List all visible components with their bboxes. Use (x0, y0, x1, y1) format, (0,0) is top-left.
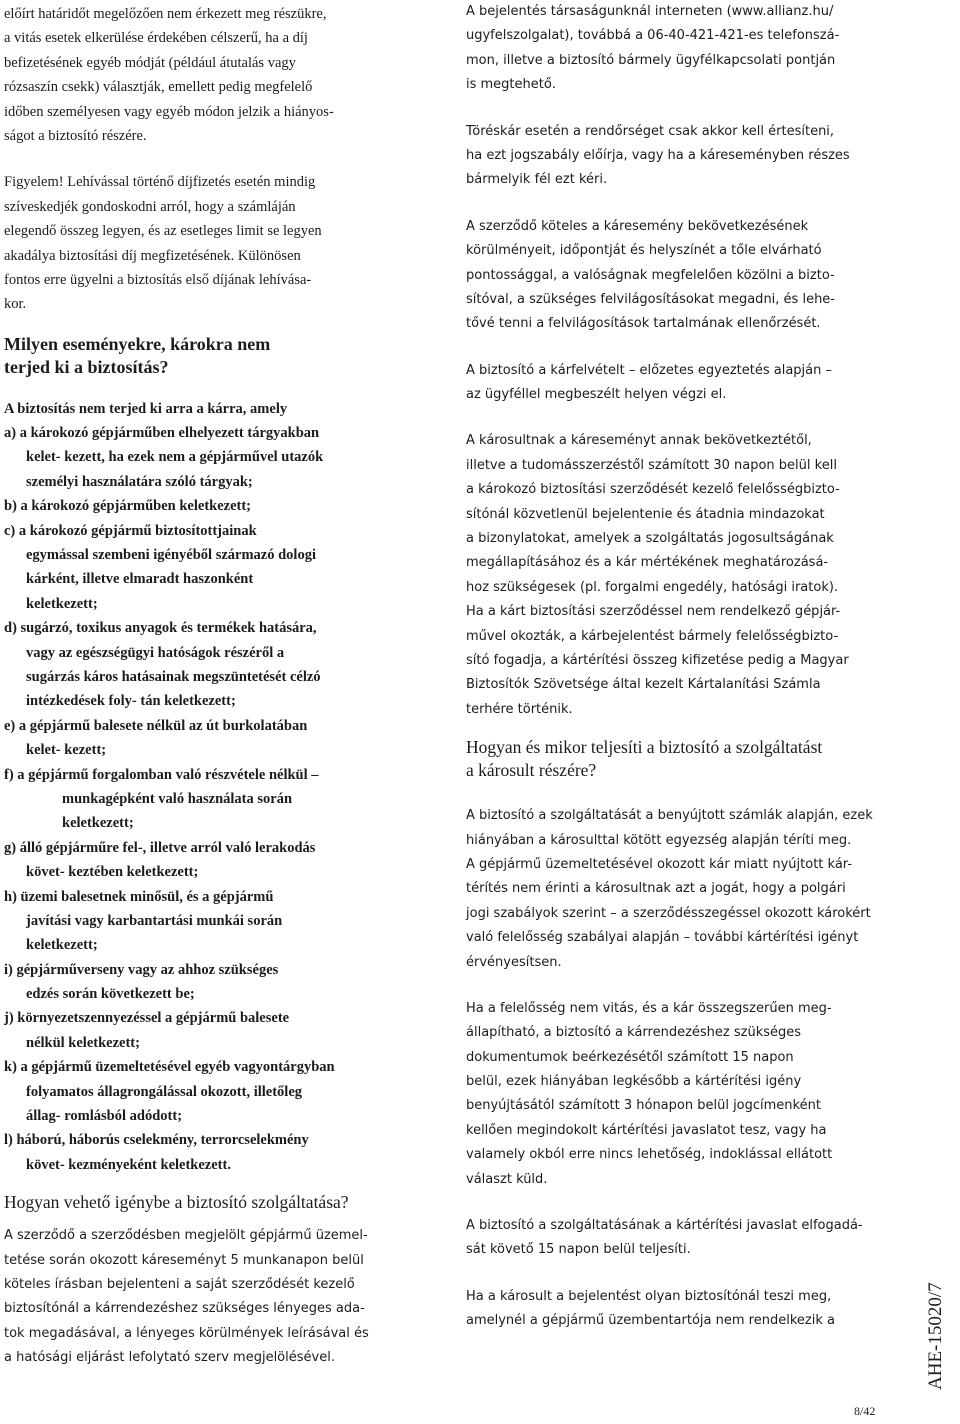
text-line: biztosítónál a kárrendezéshez szükséges lényeges ada- (4, 1301, 365, 1317)
text-line: A biztosítás nem terjed ki arra a kárra, amely (4, 400, 288, 417)
text-line: A biztosító a szolgáltatásának a kártérítési javaslat elfogadá- (466, 1218, 863, 1234)
text-line: javítási vagy karbantartási munkái során (26, 912, 283, 929)
text-line: személyi használatára szóló tárgyak; (26, 473, 253, 490)
text-line: előírt határidőt megelőzően nem érkezett meg részükre, (4, 6, 327, 22)
text-line: valamely okból erre nincs lehetőség, indoklással ellátott (466, 1147, 833, 1163)
text-line: körülményeit, időpontját és helyszínét a tőle elvárható (466, 243, 822, 259)
text-line: a bizonylatokat, amelyek a szolgáltatás jogosultságának (466, 531, 834, 547)
text-line: l) háború, háborús cselekmény, terrorcselekmény (4, 1132, 309, 1149)
text-line: keletkezett; (26, 595, 98, 612)
text-line: A szerződő a szerződésben megjelölt gépjármű üzemel- (4, 1228, 368, 1244)
text-line: munkagépként való használata során (62, 790, 293, 807)
text-line: tetése során okozott káreseményt 5 munkanapon belül (4, 1252, 364, 1268)
text-line: a vitás esetek elkerülése érdekében célszerű, ha a díj (4, 30, 308, 47)
text-line: b) a károkozó gépjárműben keletkezett; (4, 498, 252, 515)
text-line: Biztosítók Szövetsége által kezelt Kártalanítási Számla (466, 677, 821, 693)
settlement-deadline-paragraph (466, 997, 890, 1192)
text-line: intézkedések foly- tán keletkezett; (26, 693, 236, 710)
text-line: pontossággal, a valóságnak megfelelően közölni a bizto- (466, 267, 835, 283)
online-report-paragraph (466, 0, 890, 98)
contractor-obligation-paragraph (466, 215, 890, 337)
text-line: a károsult részére? (466, 760, 597, 781)
text-line: kellően megindokolt kártérítési javaslatot tesz, vagy ha (466, 1122, 827, 1138)
text-line: térítés nem érinti a károsultnak azt a jogát, hogy a polgári (466, 881, 846, 897)
text-line: elegendő összeg legyen, és az esetleges limit se legyen (4, 223, 322, 240)
text-line: sítóval, a szükséges felvilágosításokat megadni, és lehe- (466, 291, 835, 307)
text-line: Figyelem! Lehívással történő díjfizetés esetén mindig (4, 174, 316, 191)
text-line: A bejelentés társaságunknál interneten (www.allianz.hu/ (466, 4, 834, 19)
text-line: kelet- kezett; (26, 742, 107, 759)
text-line: sító fogadja, a kártérítési összeg kifizetése pedig a Magyar (466, 652, 849, 668)
text-line: folyamatos állagrongálással okozott, illetőleg (26, 1083, 303, 1100)
text-line: köteles írásban bejelenteni a saját szerződését kezelő (4, 1276, 355, 1292)
text-line: időben személyesen vagy egyéb módon jelzik a hiányos- (4, 103, 334, 120)
text-line: művel okozták, a kárbejelentést bármely felelősségbizto- (466, 628, 839, 644)
text-line: e) a gépjármű balesete nélkül az út burkolatában (4, 717, 308, 734)
text-line: Hogyan és mikor teljesíti a biztosító a szolgáltatást (466, 737, 823, 758)
police-notification-paragraph (466, 120, 890, 193)
text-line: tok megadásával, a lényeges körülmények leírásával és (4, 1325, 369, 1341)
claim-report-paragraph (4, 1224, 428, 1370)
claim-procedure-heading-text: Hogyan vehető igénybe a biztosító szolgáltatása? (4, 1192, 349, 1213)
claim-procedure-heading (4, 1191, 428, 1214)
text-line: jogi szabályok szerint – a szerződésszegéssel okozott károkért (466, 905, 871, 921)
text-line: terjed ki a biztosítás? (4, 356, 169, 377)
text-line: Ha a kárt biztosítási szerződéssel nem rendelkező gépjár- (466, 604, 841, 620)
text-line: g) álló gépjárműre fel-, illetve arról való lerakodás (4, 839, 316, 856)
text-line: állag- romlásból adódott; (26, 1108, 183, 1125)
text-line: bármelyik fél ezt kéri. (466, 172, 608, 188)
page-number: 8/42 (854, 1404, 876, 1418)
text-line: befizetésének egyéb módját (például átutalás vagy (4, 54, 296, 71)
text-line: való felelősség szabályai alapján – további kártérítési igényt (466, 930, 859, 946)
text-line: terhére történik. (466, 701, 573, 717)
text-line: f) a gépjármű forgalomban való részvétele nélkül – (4, 766, 319, 783)
text-line: A biztosító a szolgáltatását a benyújtott számlák alapján, ezek (466, 808, 873, 824)
left-column (4, 0, 428, 1371)
text-line: szíveskedjék gondoskodni arról, hogy a számláján (4, 198, 296, 215)
payment-deadline-paragraph (4, 2, 428, 148)
text-line: hoz szükségesek (pl. forgalmi engedély, hatósági iratok). (466, 579, 839, 595)
text-line: keletkezett; (62, 815, 134, 832)
text-line: a károkozó biztosítási szerződését kezelő felelősségbizto- (466, 482, 840, 498)
text-line: A károsultnak a káreseményt annak bekövetkeztétől, (466, 433, 812, 449)
attention-paragraph (4, 170, 428, 316)
text-line: akadálya biztosítási díj megfizetésének. Különösen (4, 247, 301, 264)
text-line: belül, ezek hiányában legkésőbb a kártérítési igény (466, 1074, 802, 1090)
text-line: dokumentumok beérkezésétől számított 15 napon (466, 1049, 794, 1065)
document-code: AHE-15020/7 (925, 1282, 946, 1390)
text-line: fontos erre ügyelni a biztosítás első díjának lehívása- (4, 271, 312, 288)
text-line: Ha a felelősség nem vitás, és a kár összegszerűen meg- (466, 1000, 832, 1016)
text-line: követ- kezményeként keletkezett. (26, 1156, 231, 1173)
text-line: a) a károkozó gépjárműben elhelyezett tárgyakban (4, 425, 320, 442)
text-line: h) üzemi balesetnek minősül, és a gépjármű (4, 888, 274, 905)
text-line: i) gépjárműverseny vagy az ahhoz szükséges (4, 961, 279, 978)
text-line: állapítható, a biztosító a kárrendezéshez szükséges (466, 1025, 802, 1041)
text-line: illetve a tudomásszerzéstől számított 30 napon belül kell (466, 457, 837, 473)
text-line: érvényesítsen. (466, 954, 562, 970)
text-line: A biztosító a kárfelvételt – előzetes egyeztetés alapján – (466, 362, 832, 378)
text-line: Töréskár esetén a rendőrséget csak akkor kell értesíteni, (466, 123, 835, 139)
text-line: egymással szembeni igényéből származó dologi (26, 547, 316, 564)
text-line: tővé tenni a felvilágosítások tartalmának ellenőrzését. (466, 316, 821, 332)
text-line: hiányában a károsulttal kötött egyezség alapján téríti meg. (466, 832, 852, 848)
settlement-heading (466, 736, 890, 782)
text-line: kor. (4, 296, 27, 313)
payment-deadline-right-paragraph (466, 1214, 890, 1263)
injured-party-paragraph (466, 429, 890, 722)
text-line: választ küld. (466, 1171, 548, 1187)
text-line: kelet- kezett, ha ezek nem a gépjárművel utazók (26, 449, 324, 466)
text-line: j) környezetszennyezéssel a gépjármű balesete (4, 1010, 290, 1027)
right-column (466, 0, 890, 1334)
text-line: ha ezt jogszabály előírja, vagy ha a káreseményben részes (466, 147, 850, 163)
text-line: d) sugárzó, toxikus anyagok és termékek hatására, (4, 620, 317, 637)
text-line: is megtehető. (466, 77, 556, 93)
text-line: k) a gépjármű üzemeltetésével egyéb vagyontárgyban (4, 1059, 335, 1076)
text-line: a hatósági eljárást lefolytató szerv megjelölésével. (4, 1350, 335, 1366)
text-line: vagy az egészségügyi hatóságok részéről a (26, 644, 285, 661)
text-line: A szerződő köteles a káresemény bekövetkezésének (466, 218, 809, 234)
text-line: ságot a biztosító részére. (4, 127, 147, 144)
damage-assessment-paragraph (466, 359, 890, 408)
settlement-basis-paragraph (466, 804, 890, 975)
text-line: kárként, illetve elmaradt haszonként (26, 571, 254, 588)
text-line: Ha a károsult a bejelentést olyan biztosítónál teszi meg, (466, 1288, 832, 1304)
text-line: követ- keztében keletkezett; (26, 864, 199, 881)
text-line: A gépjármű üzemeltetésével okozott kár miatt nyújtott kár- (466, 856, 853, 872)
text-line: benyújtásától számított 3 hónapon belül jogcímenként (466, 1098, 821, 1114)
text-line: mon, illetve a biztosító bármely ügyfélkapcsolati pontján (466, 52, 836, 68)
text-line: sugárzás káros hatásainak megszüntetését célzó (26, 668, 321, 685)
text-line: c) a károkozó gépjármű biztosítottjainak (4, 522, 257, 539)
text-line: amelynél a gépjármű üzembentartója nem rendelkezik a (466, 1313, 835, 1329)
text-line: az ügyféllel megbeszélt helyen végzi el. (466, 387, 727, 403)
text-line: megállapításához és a kár mértékének meghatározásá- (466, 555, 829, 571)
text-line: keletkezett; (26, 937, 98, 954)
text-line: edzés során következett be; (26, 986, 195, 1003)
exclusions-heading (4, 333, 428, 379)
text-line: sát követő 15 napon belül teljesíti. (466, 1242, 691, 1258)
text-line: sítónál közvetlenül bejelentenie és átadnia mindazokat (466, 506, 825, 522)
text-line: ugyfelszolgalat), továbbá a 06-40-421-421-es telefonszá- (466, 28, 840, 44)
text-line: rózsaszín csekk) választják, emellett pedig megfelelő (4, 79, 313, 96)
text-line: nélkül keletkezett; (26, 1034, 140, 1051)
text-line: Milyen eseményekre, károkra nem (4, 333, 271, 354)
other-insurer-paragraph (466, 1285, 890, 1334)
exclusions-list (4, 397, 428, 1178)
